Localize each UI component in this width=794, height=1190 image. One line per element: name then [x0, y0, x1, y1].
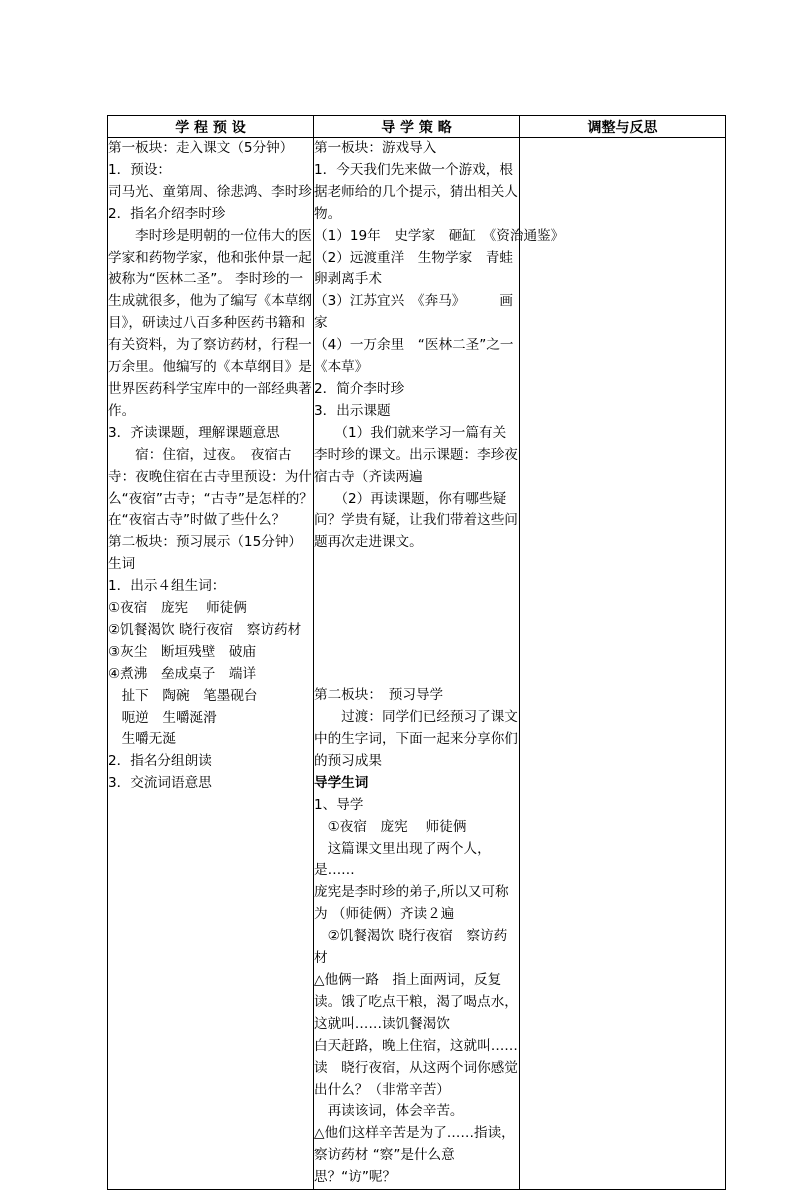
strategy-paragraph: 庞宪是李时珍的弟子,所以又可称为 （师徒俩）齐读２遍	[314, 884, 509, 923]
preset-line: 1．预设：	[108, 161, 172, 178]
strategy-subheading: 导学生词	[314, 774, 369, 791]
strategy-line: 3．出示课题	[314, 402, 391, 419]
strategy-clue: （2）远渡重洋 生物学家 青蛙卵剥离手术	[314, 249, 513, 288]
preset-line: 司马光、童第周、徐悲鸿、李时珍	[108, 183, 312, 200]
strategy-line: ①夜宿 庞宪 师徒俩	[314, 818, 467, 835]
preset-block1-title: 第一板块：走入课文（5分钟）	[108, 140, 294, 156]
learning-preset-cell	[108, 138, 314, 1190]
adjust-reflect-cell[interactable]	[520, 138, 726, 1190]
header-adjust-reflect: 调整与反思	[520, 116, 726, 138]
strategy-clue: （3）江苏宜兴 《奔马》 画家	[314, 293, 513, 332]
strategy-spacer	[314, 554, 519, 685]
strategy-block1-title: 第一板块：游戏导入	[314, 140, 437, 156]
preset-word-group: 生嚼无涎	[108, 731, 176, 748]
strategy-line: 这篇课文里出现了两个人，是……	[314, 840, 491, 879]
preset-line: 3．交流词语意思	[108, 775, 212, 792]
preset-paragraph: 李时珍是明朝的一位伟大的医学家和药物学家，他和张仲景一起被称为“医林二圣”。 李时珍的一生成就很多，他为了编写《本草纲目》，研读过八百多种医药书籍和有关资料，为了察访药材，行程一万余里。他编写的《本草纲目》是世界医药科学宝库中的一部经典著作。	[108, 227, 312, 419]
strategy-line: 1、导学	[314, 796, 364, 813]
preset-word-group: ④煮沸 垒成桌子 端详	[108, 665, 257, 682]
strategy-paragraph: △他俩一路 指上面两词，反复读。饿了吃点干粮，渴了喝点水，这就叫……读饥餐渴饮	[314, 972, 518, 1032]
preset-block2-title: 第二板块：预习展示（15分钟）	[108, 534, 303, 551]
strategy-paragraph: 白天赶路，晚上住宿，这就叫……读 晓行夜宿，从这两个词你感觉出什么？（非常辛苦）	[314, 1037, 518, 1098]
header-row	[108, 116, 726, 138]
strategy-paragraph: 过渡：同学们已经预习了课文中的生字词，下面一起来分享你们的预习成果	[314, 709, 518, 769]
preset-word-group: 扯下 陶碗 笔墨砚台	[108, 687, 258, 704]
header-guidance-strategy: 导 学 策 略	[314, 116, 520, 138]
header-learning-preset: 学 程 预 设	[108, 116, 314, 138]
preset-line: 生词	[108, 556, 136, 573]
strategy-block2-title: 第二板块： 预习导学	[314, 687, 444, 704]
preset-line: 3．齐读课题，理解课题意思	[108, 424, 280, 441]
strategy-clue: （1）19年 史学家 砸缸 《资治通鉴》	[314, 227, 565, 244]
preset-paragraph: 宿：住宿，过夜。 夜宿古寺：夜晚住宿在古寺里预设：为什么“夜宿”古寺；“古寺”是怎样的？在“夜宿古寺”时做了些什么？	[108, 446, 313, 529]
strategy-paragraph: （2）再读课题，你有哪些疑问？学贵有疑，让我们带着这些问题再次走进课文。	[314, 490, 518, 551]
strategy-paragraph: （1）我们就来学习一篇有关李时珍的课文。出示课题：李珍夜宿古寺（齐读两遍	[314, 424, 518, 485]
preset-word-group: ③灰尘 断垣残壁 破庙	[108, 643, 257, 660]
preset-line: 2．指名分组朗读	[108, 753, 212, 770]
strategy-clue: （4）一万余里 “医林二圣”之一 《本草》	[314, 337, 528, 376]
preset-line: 1．出示４组生词：	[108, 578, 226, 595]
strategy-paragraph: 1．今天我们先来做一个游戏，根据老师给的几个提示，猜出相关人物。	[314, 161, 518, 222]
strategy-line: ②饥餐渴饮 晓行夜宿 察访药材	[314, 928, 508, 967]
strategy-paragraph: △他们这样辛苦是为了……指读，察访药材 “察”是什么意思？“访”呢？	[314, 1125, 515, 1186]
preset-word-group: ①夜宿 庞宪 师徒俩	[108, 600, 247, 617]
preset-word-group: ②饥餐渴饮 晓行夜宿 察访药材	[108, 621, 302, 638]
preset-word-group: 呃逆 生嚼涎滑	[108, 709, 217, 726]
content-row	[108, 138, 726, 1190]
strategy-line: 2．简介李时珍	[314, 380, 405, 397]
guidance-strategy-cell	[314, 138, 565, 1190]
preset-line: 2．指名介绍李时珍	[108, 205, 226, 222]
strategy-line: 再读该词，体会辛苦。	[314, 1103, 464, 1120]
lesson-plan-table	[107, 115, 726, 1190]
